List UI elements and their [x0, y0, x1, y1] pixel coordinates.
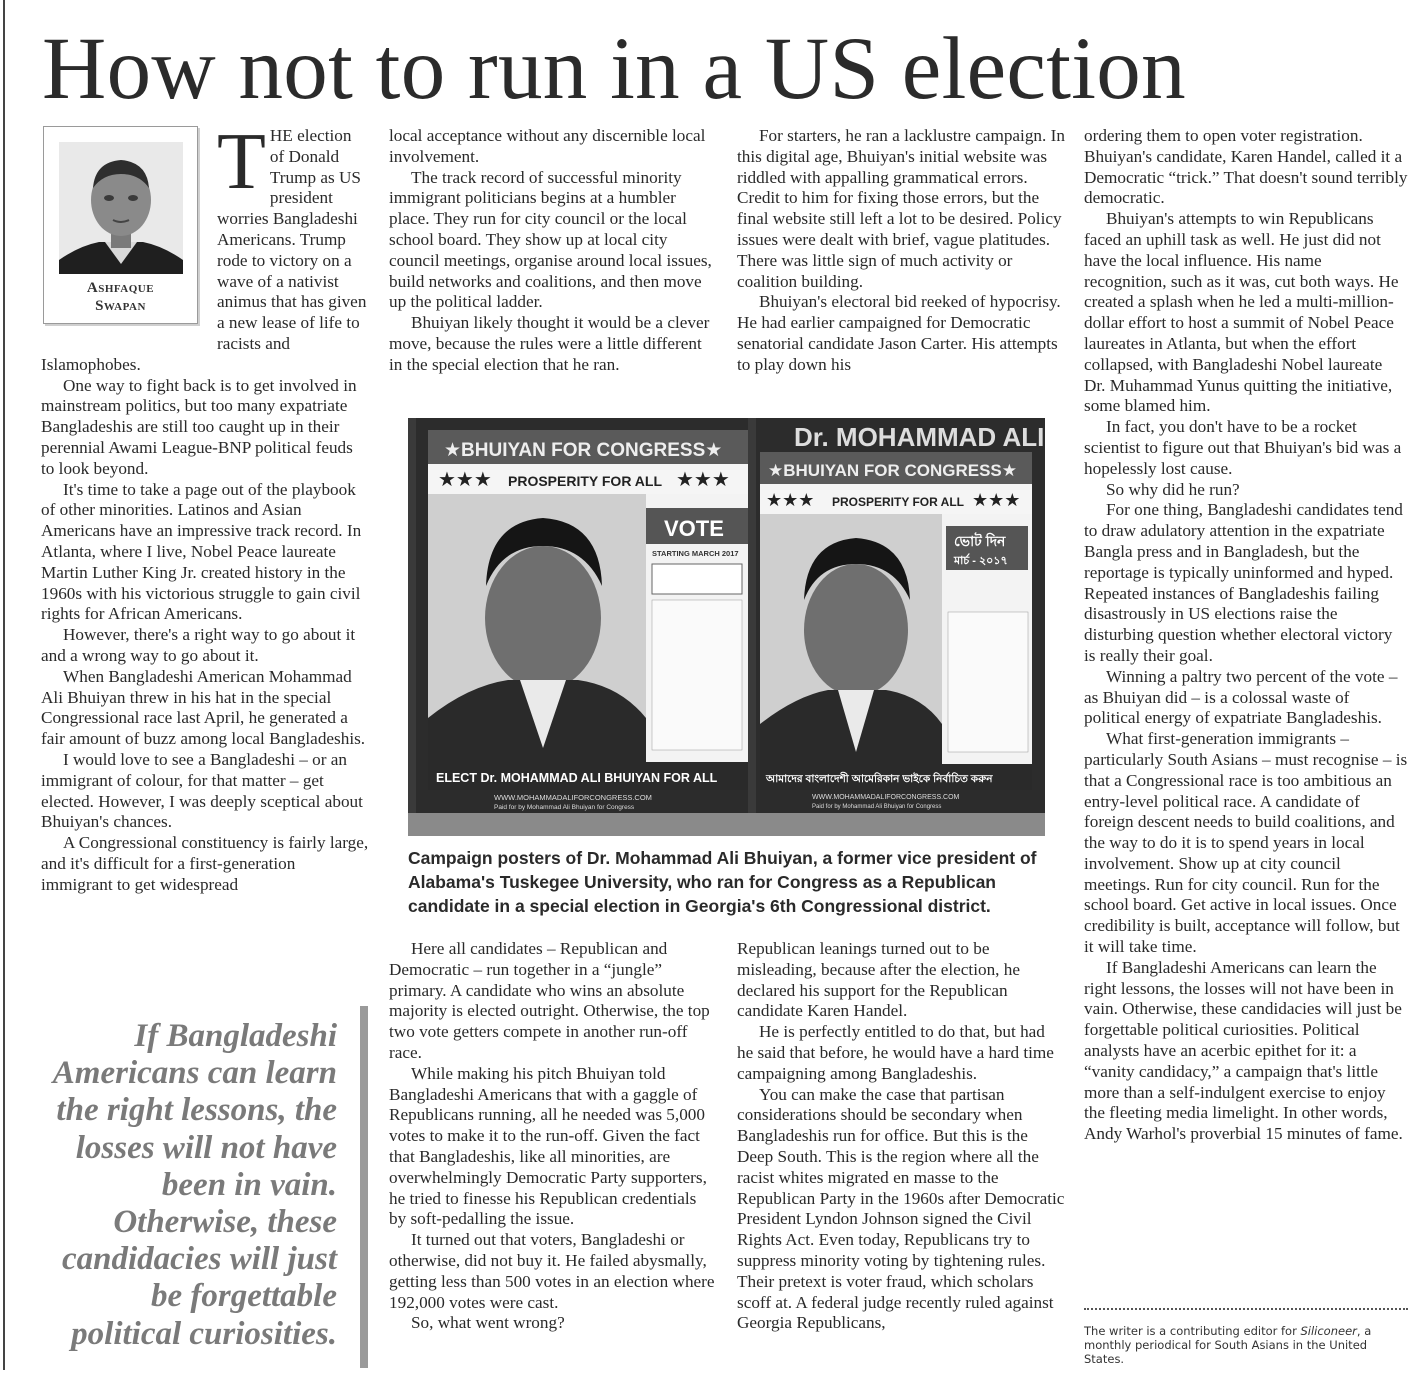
footnote-publication: Siliconeer — [1300, 1324, 1357, 1338]
left-poster-vote: VOTE — [664, 516, 724, 541]
paragraph: When Bangladeshi American Mohammad Ali Bhuiyan threw in his hat in the special Congressional race last April, he generated a fair amount of buzz among local Bangladeshis. — [41, 666, 366, 749]
right-poster-stars-left: ★★★ — [766, 490, 815, 510]
paragraph: You can make the case that partisan considerations should be secondary when Bangladeshis run for office. But this is the Deep South. This is the region where all the racist whites migrated en masse to the Republican Party in the 1960s after Democratic President Lyndon Johnson signed the Civil Rights Act. Even today, Republicans try to suppress minority voting by tightening rules. Their pretext is voter fraud, which scholars scoff at. A federal judge recently ruled against Georgia Republicans, — [737, 1084, 1065, 1333]
right-poster-name: Dr. MOHAMMAD ALI — [794, 422, 1045, 452]
left-poster-stars-left: ★★★ — [438, 469, 492, 491]
left-poster-starting: STARTING MARCH 2017 — [652, 549, 739, 558]
author-first-name: Ashfaque — [86, 280, 155, 296]
paragraph: What first-generation immigrants – particularly South Asians – must recognise – is that a Congressional race is too ambitious an entry-level political race. A candidate of foreign descent needs to build coalitions, and the way to do it is to spend years in local involvement. Show up at city council meetings. Run for city council. Run for the school board. Get active in local issues. Once credibility is built, acceptance will follow, but it will take time. — [1084, 729, 1408, 957]
footnote-divider — [1084, 1308, 1408, 1310]
article-column-3-bottom — [737, 939, 1065, 1334]
right-poster-elect-bn: আমাদের বাংলাদেশী আমেরিকান ভাইকে নির্বাচিত করুন — [766, 773, 993, 785]
article-headline: How not to run in a US election — [42, 20, 1186, 118]
paragraph: So why did he run? — [1106, 479, 1240, 499]
paragraph: Bhuiyan's electoral bid reeked of hypocrisy. He had earlier campaigned for Democratic senatorial candidate Jason Carter. His attempts to play down his — [737, 292, 1061, 374]
paragraph: Bhuiyan likely thought it would be a clever move, because the rules were a little different in the special election that he ran. — [389, 313, 710, 374]
paragraph: If Bangladeshi Americans can learn the right lessons, the losses will not have been in vain. Otherwise, these candidacies will just be forgettable political curiosities. Political analysts have an acerbic epithet for it: a “vanity candidacy,” a campaign that's little more than a self-indulgent exercise to enjoy the fleeting media limelight. In other words, Andy Warhol's proverbial 15 minutes of fame. — [1084, 957, 1403, 1144]
left-poster-slogan: PROSPERITY FOR ALL — [508, 473, 663, 489]
article-column-4 — [1084, 126, 1408, 1145]
right-poster-banner: ★BHUIYAN FOR CONGRESS★ — [768, 461, 1017, 480]
left-poster-stars-right: ★★★ — [676, 469, 730, 491]
drop-cap: T — [217, 118, 266, 206]
pullquote-bar — [360, 1006, 368, 1368]
right-poster-slogan: PROSPERITY FOR ALL — [832, 495, 965, 509]
right-poster-month-bn: মার্চ - ২০১৭ — [954, 555, 1008, 567]
paragraph: ordering them to open voter registration. Bhuiyan's candidate, Karen Handel, called it a Democratic “trick.” That doesn't sound terribly democratic. — [1084, 126, 1408, 208]
right-poster — [756, 418, 1045, 813]
right-poster-website: WWW.MOHAMMADALIFORCONGRESS.COM — [812, 794, 960, 801]
right-poster-stars-right: ★★★ — [972, 490, 1021, 510]
article-column-1 — [41, 118, 369, 895]
paragraph: The track record of successful minority immigrant politicians begins at a humbler place. They run for city council or the local school board. They show up at local city council meetings, organise around local issues, build networks and coalitions, and then move up the political ladder. — [389, 167, 712, 312]
right-poster-paid: Paid for by Mohammad Ali Bhuiyan for Congress — [812, 804, 942, 810]
left-poster-elect: ELECT Dr. MOHAMMAD ALI BHUIYAN FOR ALL — [436, 771, 718, 785]
paragraph: It turned out that voters, Bangladeshi or otherwise, did not buy it. He failed abysmally, getting less than 500 votes in an election where 192,000 votes were cast. — [389, 1230, 715, 1312]
paragraph: For starters, he ran a lacklustre campaign. In this digital age, Bhuiyan's initial website was riddled with appalling grammatical errors. Credit to him for fixing those errors, but the final website still left a lot to be desired. Policy issues were dealt with brief, vague platitudes. There was little sign of much activity or coalition building. — [737, 126, 1065, 291]
lead-text: HE election of Donald Trump as US president worries Bangladeshi Americans. Trump rode to victory on a wave of a nativist animus that has given a new lease of life to racists and Islamophobes. — [41, 126, 367, 374]
left-poster-website: WWW.MOHAMMADALIFORCONGRESS.COM — [494, 793, 652, 802]
paragraph: So, what went wrong? — [411, 1313, 565, 1333]
left-poster-banner: ★BHUIYAN FOR CONGRESS★ — [444, 440, 723, 461]
paragraph: However, there's a right way to go about it and a wrong way to go about it. — [41, 625, 356, 665]
paragraph: In fact, you don't have to be a rocket scientist to figure out that Bhuiyan's bid was a hopelessly lost cause. — [1084, 417, 1402, 478]
author-footnote — [1084, 1324, 1404, 1366]
paragraph: Bhuiyan's attempts to win Republicans faced an uphill task as well. He just did not have the local influence. His name recognition, such as it was, cut both ways. He created a splash when he led a multi-million-dollar effort to host a summit of Nobel Peace laureates in Atlanta, but when the effort collapsed, with Bangladeshi Nobel laureate Dr. Muhammad Yunus quitting the initiative, some blamed him. — [1084, 209, 1399, 416]
author-last-name: Swapan — [95, 298, 146, 314]
paragraph: Here all candidates – Republican and Democratic – run together in a “jungle” primary. A candidate who wins an absolute majority is elected outright. Otherwise, the top two vote getters compete in another run-off race. — [389, 939, 710, 1062]
campaign-posters-photo — [408, 418, 1045, 836]
right-poster-vote-bn: ভোট দিন — [954, 533, 1006, 549]
article-column-3-top — [737, 126, 1065, 376]
article-column-2-top — [389, 126, 715, 376]
pull-quote: If Bangladeshi Americans can learn the right lessons, the losses will not have been in vain. Otherwise, these candidacies will just be forgettable political curiosities. — [52, 1018, 337, 1352]
footnote-text-after: , a monthly periodical for South Asians in the United States. — [1084, 1324, 1372, 1366]
byline-spacer — [41, 126, 217, 334]
paragraph: Winning a paltry two percent of the vote – as Bhuiyan did – is a colossal waste of political energy of expatriate Bangladeshis. — [1084, 666, 1398, 728]
photo-caption: Campaign posters of Dr. Mohammad Ali Bhuiyan, a former vice president of Alabama's Tuskegee University, who ran for Congress as a Republican candidate in a special election in Georgia's 6th Congressional district. — [408, 848, 1037, 916]
left-poster-paid: Paid for by Mohammad Ali Bhuiyan for Congress — [494, 804, 635, 811]
paragraph: A Congressional constituency is fairly large, and it's difficult for a first-generation immigrant to get widespread — [41, 833, 369, 894]
paragraph: One way to fight back is to get involved in mainstream politics, but too many expatriate Bangladeshis are still too caught up in their perennial Awami League-BNP political feuds to look beyond. — [41, 375, 357, 478]
left-poster — [416, 418, 748, 813]
article-column-2-bottom — [389, 939, 715, 1334]
paragraph: local acceptance without any discernible local involvement. — [389, 126, 706, 166]
page-left-rule — [3, 0, 5, 1370]
footnote-text-before: The writer is a contributing editor for — [1084, 1324, 1301, 1338]
paragraph: I would love to see a Bangladeshi – or an immigrant of colour, for that matter – get elected. However, I was deeply sceptical about Bhuiyan's chances. — [41, 749, 363, 832]
posters-image — [408, 418, 1045, 836]
paragraph: While making his pitch Bhuiyan told Bangladeshi Americans that with a gaggle of Republicans running, all he needed was 5,000 votes to make it to the run-off. Given the fact that Bangladeshis, like all minorities, are overwhelmingly Democratic Party supporters, he tried to finesse his Republican credentials by soft-pedalling the issue. — [389, 1063, 707, 1229]
paragraph: For one thing, Bangladeshi candidates tend to draw adulatory attention in the expatriate Bangla press and in Bangladesh, but the reportage is typically uninformed and hyped. Repeated instances of Bangladeshis failing disastrously in US elections raise the disturbing question whether electoral victory is really their goal. — [1084, 500, 1403, 665]
paragraph: He is perfectly entitled to do that, but had he said that before, he would have a hard time campaigning among Bangladeshis. — [737, 1022, 1054, 1083]
paragraph: Republican leanings turned out to be misleading, because after the election, he declared his support for the Republican candidate Karen Handel. — [737, 939, 1020, 1021]
paragraph: It's time to take a page out of the playbook of other minorities. Latinos and Asian Americans have an impressive track record. In Atlanta, where I live, Nobel Peace laureate Martin Luther King Jr. created history in the 1960s with his victorious struggle to gain civil rights for African Americans. — [41, 479, 362, 624]
